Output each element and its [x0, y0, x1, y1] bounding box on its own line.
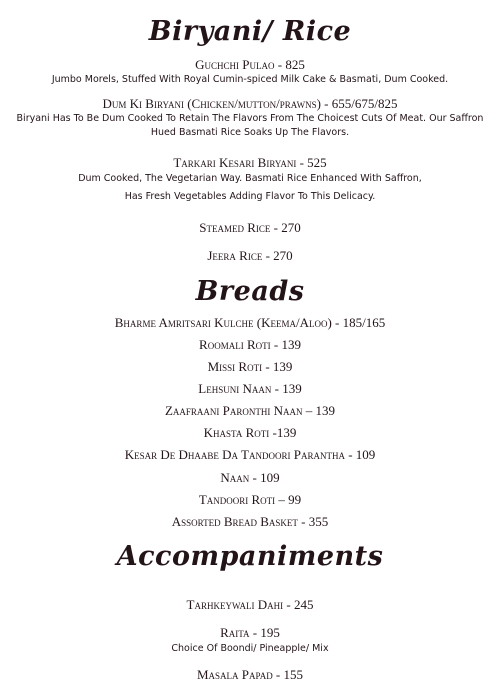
menu-item-bread: Bharme Amritsari Kulche (Keema/Aloo) - 185/165 — [114, 315, 386, 330]
menu-item-description: Has Fresh Vegetables Adding Flavor To This Delicacy. — [124, 191, 376, 202]
menu-item-description: Dum Cooked, The Vegetarian Way. Basmati Rice Enhanced With Saffron, — [78, 173, 422, 184]
menu-item-bread: Tandoori Roti – 99 — [198, 492, 302, 507]
menu-item-masala-papad: Masala Papad - 155 — [196, 667, 304, 682]
menu-item-description: Biryani Has To Be Dum Cooked To Retain The Flavors From The Choicest Cuts Of Meat. Our Saffron — [16, 113, 484, 124]
menu-item-bread: Missi Roti - 139 — [207, 359, 293, 374]
menu-item-bread: Naan - 109 — [220, 470, 280, 485]
menu-item-jeera-rice: Jeera Rice - 270 — [207, 248, 293, 263]
menu-item-bread: Assorted Bread Basket - 355 — [171, 514, 329, 529]
menu-item-bread: Kesar De Dhaabe Da Tandoori Parantha - 109 — [124, 447, 376, 462]
menu-item-tarhkeywali-dahi: Tarhkeywali Dahi - 245 — [186, 597, 314, 612]
menu-item-bread: Lehsuni Naan - 139 — [198, 381, 302, 396]
section-title-breads: Breads — [195, 276, 305, 307]
menu-item-description: Hued Basmati Rice Soaks Up The Flavors. — [150, 127, 350, 138]
menu-item-tarkari-kesari-biryani: Tarkari Kesari Biryani - 525 — [173, 155, 327, 170]
section-title-accompaniments: Accompaniments — [116, 541, 384, 572]
menu-item-bread: Zaafraani Paronthi Naan – 139 — [164, 403, 336, 418]
menu-item-guchchi-pulao: Guchchi Pulao - 825 — [195, 57, 305, 72]
menu-item-description: Choice Of Boondi/ Pineapple/ Mix — [171, 643, 329, 654]
menu-item-bread: Khasta Roti -139 — [203, 425, 297, 440]
section-title-biryani-rice: Biryani/ Rice — [148, 16, 352, 47]
menu-item-bread: Roomali Roti - 139 — [199, 337, 301, 352]
menu-item-dum-ki-biryani: Dum Ki Biryani (Chicken/mutton/prawns) - 655/675/825 — [102, 96, 398, 111]
menu-item-raita: Raita - 195 — [220, 625, 280, 640]
menu-item-steamed-rice: Steamed Rice - 270 — [199, 220, 301, 235]
menu-item-description: Jumbo Morels, Stuffed With Royal Cumin-spiced Milk Cake & Basmati, Dum Cooked. — [51, 74, 449, 85]
